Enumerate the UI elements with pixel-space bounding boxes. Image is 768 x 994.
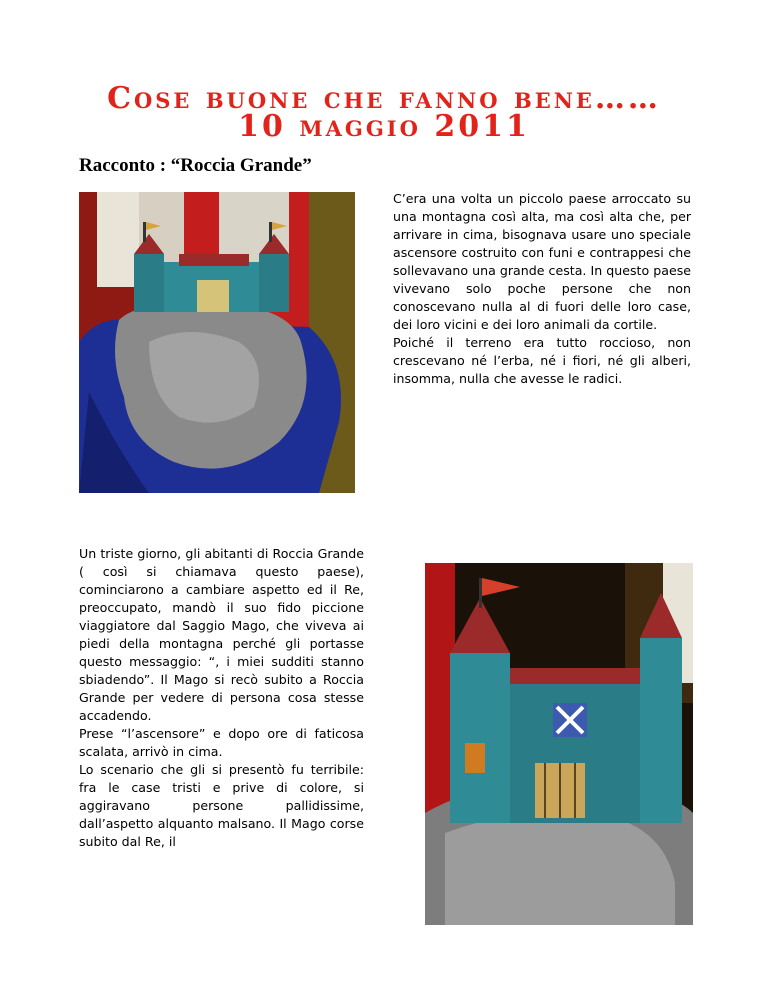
story-paragraph-1: C’era una volta un piccolo paese arroccato su una montagna così alta, ma così alta che, per arrivare in cima, bisognava usare uno speciale ascensore costruito con funi e contrappesi che sollevavano una grande cesta. In questo paese vivevano solo poche persone che non conoscevano nulla al di fuori delle loro case, dei loro vicini e dei loro animali da cortile. Poiché il terreno era tutto roccioso, non crescevano né l’erba, né i fiori, né gli alberi, insomma, nulla che avesse le radici. [393, 191, 691, 386]
story-paragraph-2: Un triste giorno, gli abitanti di Roccia Grande ( così si chiamava questo paese), cominciarono a cambiare aspetto ed il Re, preoccupato, mandò il suo fido piccione viaggiatore dal Saggio Mago, che viveva ai piedi della montagna perché gli portasse questo messaggio: “, i miei sudditi stanno sbiadendo”. Il Mago si recò subito a Roccia Grande per vedere di persona cosa stesse accadendo. Prese “l’ascensore” e dopo ore di faticosa scalata, arrivò in cima. Lo scenario che gli si presentò fu terribile: fra le case tristi e prive di colore, si aggiravano persone pallidissime, dall’aspetto alquanto malsano. Il Mago corse subito dal Re, il [79, 546, 364, 849]
title-line-2: 10 maggio 2011 [238, 109, 530, 144]
story-subtitle: Racconto : “Roccia Grande” [79, 155, 312, 176]
castle-closeup-photo [425, 563, 693, 925]
castle-on-rock-photo [79, 192, 355, 493]
title-line-1: Cose buone che fanno bene…… [107, 81, 661, 116]
